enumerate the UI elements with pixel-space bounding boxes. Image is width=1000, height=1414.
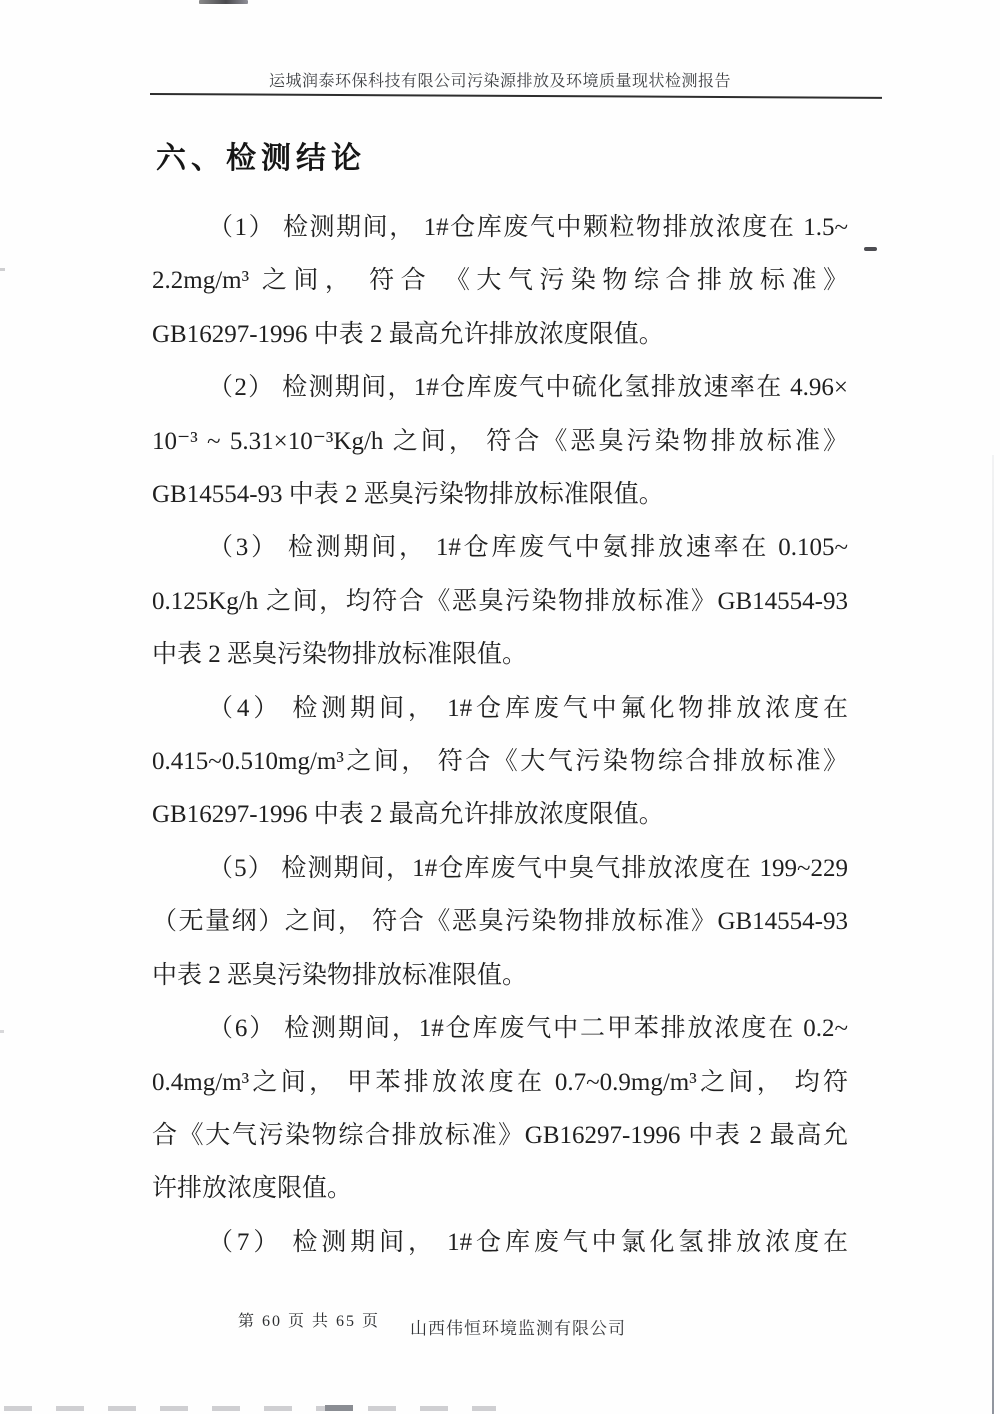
conclusion-paragraph [152,521,848,681]
paragraph-line: 0.125Kg/h 之间，均符合《恶臭污染物排放标准》GB14554-93 [152,587,848,615]
scan-artifact-left-speck [0,1030,4,1033]
paragraph-line: （6） 检测期间，1#仓库废气中二甲苯排放浓度在 0.2~ [208,1015,848,1043]
scan-artifact-top-smudge [199,0,248,4]
page-footer [0,1308,1000,1348]
paragraph-line: （2） 检测期间，1#仓库废气中硫化氢排放速率在 4.96× [208,374,848,402]
scan-artifact-right-edge-line [992,455,994,1414]
page-number: 第 60 页 共 65 页 [238,1313,381,1330]
paragraph-line: 0.415~0.510mg/m³之间， 符合《大气污染物综合排放标准》 [152,748,848,776]
paragraph-line: 中表 2 恶臭污染物排放标准限值。 [152,641,528,669]
conclusion-paragraph [152,1002,848,1216]
paragraph-line: 中表 2 恶臭污染物排放标准限值。 [152,961,528,989]
paragraph-line: （1） 检测期间， 1#仓库废气中颗粒物排放浓度在 1.5~ [208,214,848,241]
scan-artifact-bottom-edge-dark [325,1405,353,1411]
conclusion-paragraph [152,1216,848,1269]
scan-artifact-bottom-edge [4,1406,496,1411]
conclusions-body [152,201,848,1269]
section-title: 六、检测结论 [156,142,366,175]
paragraph-line: 许排放浓度限值。 [152,1175,353,1203]
paragraph-line: 合《大气污染物综合排放标准》GB16297-1996 中表 2 最高允 [152,1121,848,1149]
header-rule [150,93,882,99]
paragraph-line: 2.2mg/m³ 之间， 符合 《大气污染物综合排放标准》 [152,267,848,295]
report-header-title: 运城润泰环保科技有限公司污染源排放及环境质量现状检测报告 [268,73,731,90]
paragraph-line: GB16297-1996 中表 2 最高允许排放浓度限值。 [152,801,664,829]
scan-artifact-right-dash [864,247,877,251]
paragraph-line: （7） 检测期间， 1#仓库废气中氯化氢排放浓度在 [208,1228,848,1256]
paragraph-line: 10⁻³ ~ 5.31×10⁻³Kg/h 之间， 符合《恶臭污染物排放标准》 [152,427,848,455]
paragraph-line: （3） 检测期间， 1#仓库废气中氨排放速率在 0.105~ [208,534,848,562]
paragraph-line: （5） 检测期间，1#仓库废气中臭气排放浓度在 199~229 [208,854,848,882]
conclusion-paragraph [152,361,848,521]
paragraph-line: GB14554-93 中表 2 恶臭污染物排放标准限值。 [152,481,664,509]
paragraph-line: 0.4mg/m³之间， 甲苯排放浓度在 0.7~0.9mg/m³之间， 均符 [152,1068,848,1096]
scan-artifact-left-speck [0,268,5,271]
conclusion-paragraph [152,201,848,361]
paragraph-line: GB16297-1996 中表 2 最高允许排放浓度限值。 [152,320,664,348]
paragraph-line: （4） 检测期间， 1#仓库废气中氟化物排放浓度在 [208,694,848,722]
conclusion-paragraph [152,682,848,842]
paragraph-line: （无量纲）之间， 符合《恶臭污染物排放标准》GB14554-93 [152,908,848,936]
conclusion-paragraph [152,842,848,1002]
footer-company: 山西伟恒环境监测有限公司 [410,1319,626,1338]
